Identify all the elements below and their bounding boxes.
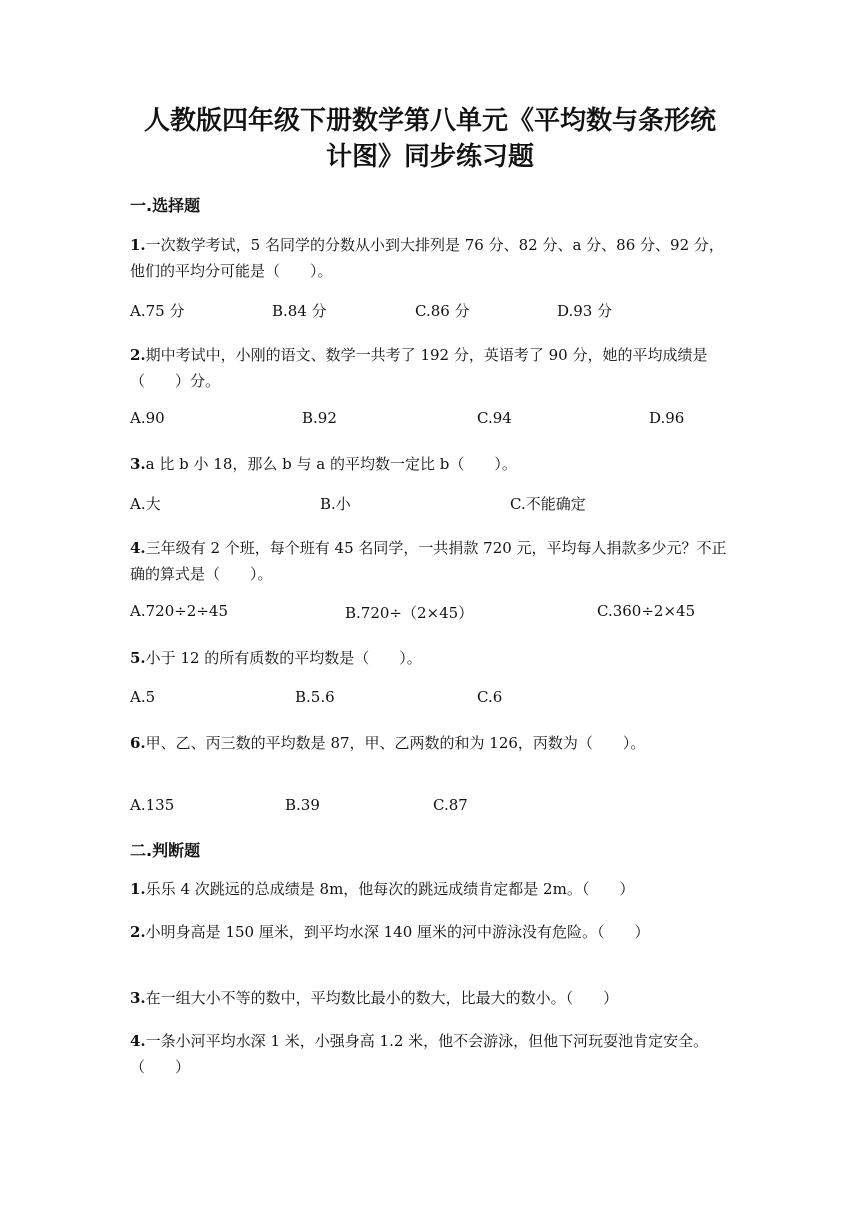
- question-text: 小明身高是 150 厘米，到平均水深 140 厘米的河中游泳没有危险。（ ）: [145, 923, 650, 941]
- question-number: 2.: [130, 923, 146, 941]
- judge-question-4: [130, 1028, 730, 1080]
- judge-question-2: [130, 919, 730, 945]
- worksheet-title-line-1: 人教版四年级下册数学第八单元《平均数与条形统: [143, 106, 716, 136]
- choice-question-4-options: [130, 602, 730, 624]
- question-number: 3.: [130, 989, 146, 1007]
- option-b[interactable]: B.84 分: [272, 302, 327, 320]
- question-text: 期中考试中，小刚的语文、数学一共考了 192 分，英语考了 90 分，她的平均成绩是（ ）分。: [130, 346, 708, 390]
- choice-question-1-options: [130, 300, 730, 322]
- option-a[interactable]: A.720÷2÷45: [130, 602, 228, 620]
- option-a[interactable]: A.大: [130, 495, 161, 513]
- choice-question-6: [130, 730, 730, 756]
- option-c[interactable]: C.94: [477, 409, 512, 427]
- section-heading-judge: 二.判断题: [130, 841, 201, 860]
- question-number: 4.: [130, 1032, 146, 1050]
- question-text: 一次数学考试，5 名同学的分数从小到大排列是 76 分、82 分、a 分、86 分、92 分，他们的平均分可能是（ ）。: [130, 236, 724, 280]
- question-number: 4.: [130, 539, 146, 557]
- question-number: 6.: [130, 734, 146, 752]
- choice-question-3: [130, 451, 730, 477]
- question-text: 在一组大小不等的数中，平均数比最小的数大，比最大的数小。（ ）: [145, 989, 619, 1007]
- question-number: 2.: [130, 346, 146, 364]
- option-d[interactable]: D.96: [649, 409, 685, 427]
- choice-question-6-options: [130, 796, 730, 818]
- option-a[interactable]: A.135: [130, 796, 175, 814]
- option-c[interactable]: C.6: [477, 688, 503, 706]
- option-b[interactable]: B.小: [320, 495, 351, 513]
- option-c[interactable]: C.87: [433, 796, 468, 814]
- option-d[interactable]: D.93 分: [557, 302, 613, 320]
- option-a[interactable]: A.75 分: [130, 302, 185, 320]
- judge-question-3: [130, 985, 730, 1011]
- choice-question-1: [130, 232, 730, 284]
- option-b[interactable]: B.5.6: [295, 688, 335, 706]
- option-a[interactable]: A.5: [130, 688, 156, 706]
- choice-question-2-options: [130, 409, 730, 431]
- question-text: 三年级有 2 个班，每个班有 45 名同学，一共捐款 720 元，平均每人捐款多少元？不正确的算式是（ ）。: [130, 539, 727, 583]
- choice-question-5-options: [130, 688, 730, 710]
- question-text: 小于 12 的所有质数的平均数是（ ）。: [145, 649, 422, 667]
- option-b[interactable]: B.92: [302, 409, 337, 427]
- question-text: a 比 b 小 18，那么 b 与 a 的平均数一定比 b（ ）。: [145, 455, 517, 473]
- worksheet-title-line-2: 计图》同步练习题: [325, 142, 534, 172]
- judge-question-1: [130, 876, 730, 902]
- option-c[interactable]: C.86 分: [415, 302, 470, 320]
- question-text: 一条小河平均水深 1 米，小强身高 1.2 米，他不会游泳，但他下河玩耍池肯定安全。（ ）: [130, 1032, 709, 1076]
- question-number: 3.: [130, 455, 146, 473]
- choice-question-5: [130, 645, 730, 671]
- choice-question-3-options: [130, 493, 730, 515]
- option-c[interactable]: C.不能确定: [510, 495, 586, 513]
- choice-question-2: [130, 342, 730, 394]
- option-c[interactable]: C.360÷2×45: [597, 602, 696, 620]
- choice-question-4: [130, 535, 730, 587]
- section-heading-choice: 一.选择题: [130, 196, 201, 215]
- question-number: 1.: [130, 236, 146, 254]
- question-text: 甲、乙、丙三数的平均数是 87，甲、乙两数的和为 126，丙数为（ ）。: [145, 734, 646, 752]
- option-b[interactable]: B.39: [285, 796, 320, 814]
- question-number: 1.: [130, 880, 146, 898]
- question-number: 5.: [130, 649, 146, 667]
- question-text: 乐乐 4 次跳远的总成绩是 8m，他每次的跳远成绩肯定都是 2m。（ ）: [145, 880, 635, 898]
- option-b[interactable]: B.720÷（2×45）: [345, 604, 474, 622]
- option-a[interactable]: A.90: [130, 409, 165, 427]
